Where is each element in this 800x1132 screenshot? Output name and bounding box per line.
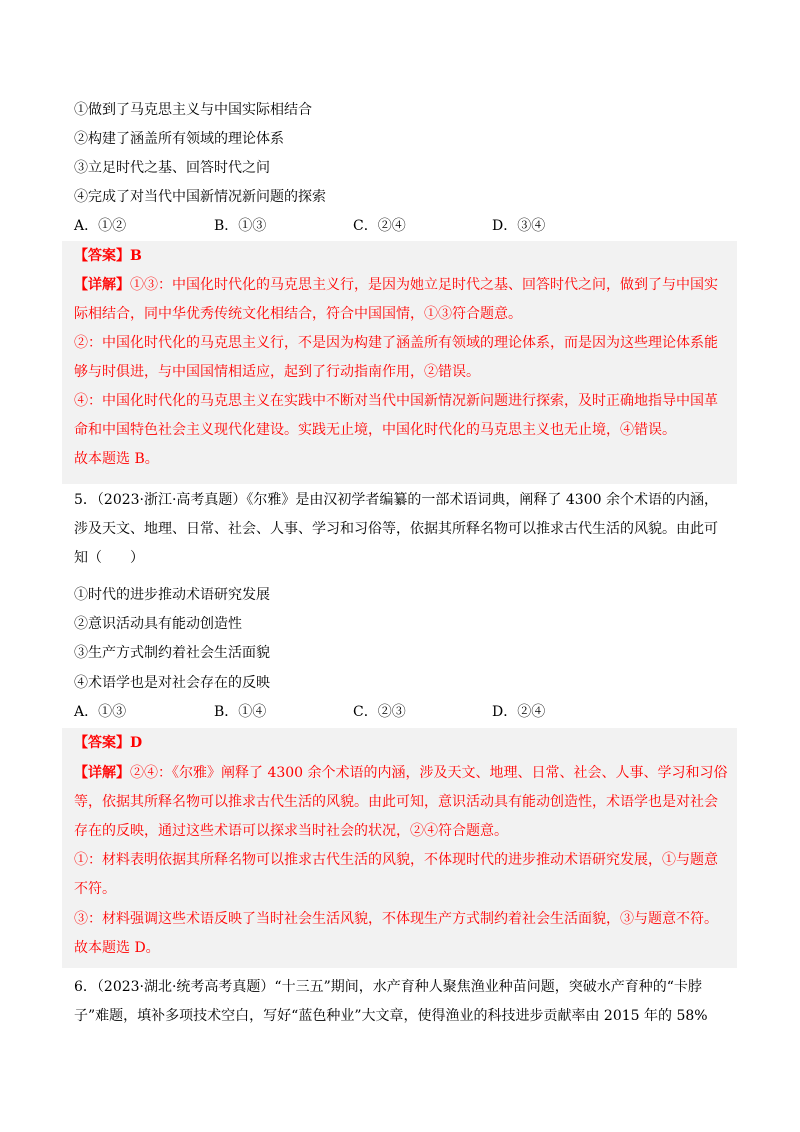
q5-option-2: ②意识活动具有能动创造性	[74, 616, 242, 632]
q4-detail-line-1	[74, 275, 718, 295]
q4-choice-b: B．①③	[214, 218, 267, 234]
q5-answer-line	[74, 733, 142, 753]
q4-detail-line-5: ④：中国化时代化的马克思主义在实践中不断对当代中国新情况新问题进行探索，及时正确地指导中国革	[74, 393, 718, 409]
q5-option-3: ③生产方式制约着社会生活面貌	[74, 645, 270, 661]
q4-choice-c: C．②④	[353, 218, 406, 234]
q4-choice-a: A．①②	[74, 218, 127, 234]
q4-answer-box	[62, 241, 737, 484]
q5-choice-b: B．①④	[214, 704, 267, 720]
q5-detail-line-3: 存在的反映，通过这些术语可以探求当时社会的状况，②④符合题意。	[74, 823, 508, 839]
q4-answer-line	[74, 246, 142, 266]
q4-option-4: ④完成了对当代中国新情况新问题的探索	[74, 189, 326, 205]
q5-stem-line-2: 涉及天文、地理、日常、社会、人事、学习和习俗等，依据其所释名物可以推求古代生活的风貌。由此可	[74, 521, 718, 537]
q5-choice-c: C．②③	[353, 704, 406, 720]
q5-conclusion: 故本题选 D。	[74, 940, 160, 956]
q5-detail-line-2: 等，依据其所释名物可以推求古代生活的风貌。由此可知，意识活动具有能动创造性，术语学也是对社会	[74, 794, 718, 810]
q5-detail-line-4: ①：材料表明依据其所释名物可以推求古代生活的风貌，不体现时代的进步推动术语研究发展，①与题意	[74, 852, 718, 868]
q5-choice-a: A．①③	[74, 704, 127, 720]
q4-conclusion: 故本题选 B。	[74, 451, 159, 467]
q4-detail-line-2: 际相结合，同中华优秀传统文化相结合，符合中国国情，①③符合题意。	[74, 306, 522, 322]
q4-option-1: ①做到了马克思主义与中国实际相结合	[74, 102, 312, 118]
q4-detail-line-3: ②：中国化时代化的马克思主义行，不是因为构建了涵盖所有领域的理论体系，而是因为这些理论体系能	[74, 335, 718, 351]
q4-detail-line-6: 命和中国特色社会主义现代化建设。实践无止境，中国化时代化的马克思主义也无止境，④错误。	[74, 422, 676, 438]
q5-answer-box	[62, 728, 737, 968]
q4-detail-line-4: 够与时俱进，与中国国情相适应，起到了行动指南作用，②错误。	[74, 364, 480, 380]
q5-detail-line-1	[74, 763, 728, 783]
q4-answer-value: B	[130, 248, 142, 264]
q5-answer-tag: 【答案】	[74, 735, 130, 751]
q5-answer-value: D	[130, 735, 143, 751]
q6-stem-line-1: 6．（2023·湖北·统考高考真题）“十三五”期间，水产育种人聚焦渔业种苗问题，突破水产育种的“卡脖	[74, 979, 702, 995]
q5-option-1: ①时代的进步推动术语研究发展	[74, 587, 270, 603]
q6-stem-line-2: 子”难题，填补多项技术空白，写好“蓝色种业”大文章，使得渔业的科技进步贡献率由 2015 年的 58%	[74, 1008, 708, 1024]
q4-answer-tag: 【答案】	[74, 248, 130, 264]
q5-stem-line-1: 5．（2023·浙江·高考真题）《尔雅》是由汉初学者编纂的一部术语词典，阐释了 4300 余个术语的内涵，	[74, 492, 718, 508]
q4-detail-text-1: ①③：中国化时代化的马克思主义行，是因为她立足时代之基、回答时代之问，做到了与中国实	[130, 277, 718, 293]
q5-option-4: ④术语学也是对社会存在的反映	[74, 675, 270, 691]
q4-detail-tag: 【详解】	[74, 277, 130, 293]
q5-choice-d: D．②④	[492, 704, 546, 720]
q5-detail-line-5: 不符。	[74, 881, 116, 897]
q4-option-3: ③立足时代之基、回答时代之问	[74, 160, 270, 176]
q4-choice-d: D．③④	[492, 218, 546, 234]
q5-detail-tag: 【详解】	[74, 765, 130, 781]
q5-stem-line-3: 知（ ）	[74, 550, 144, 566]
q5-detail-line-6: ③：材料强调这些术语反映了当时社会生活风貌，不体现生产方式制约着社会生活面貌，③与题意不符。	[74, 911, 718, 927]
q4-option-2: ②构建了涵盖所有领域的理论体系	[74, 131, 284, 147]
q5-detail-text-1: ②④：《尔雅》阐释了 4300 余个术语的内涵，涉及天文、地理、日常、社会、人事、学习和习俗	[130, 765, 728, 781]
